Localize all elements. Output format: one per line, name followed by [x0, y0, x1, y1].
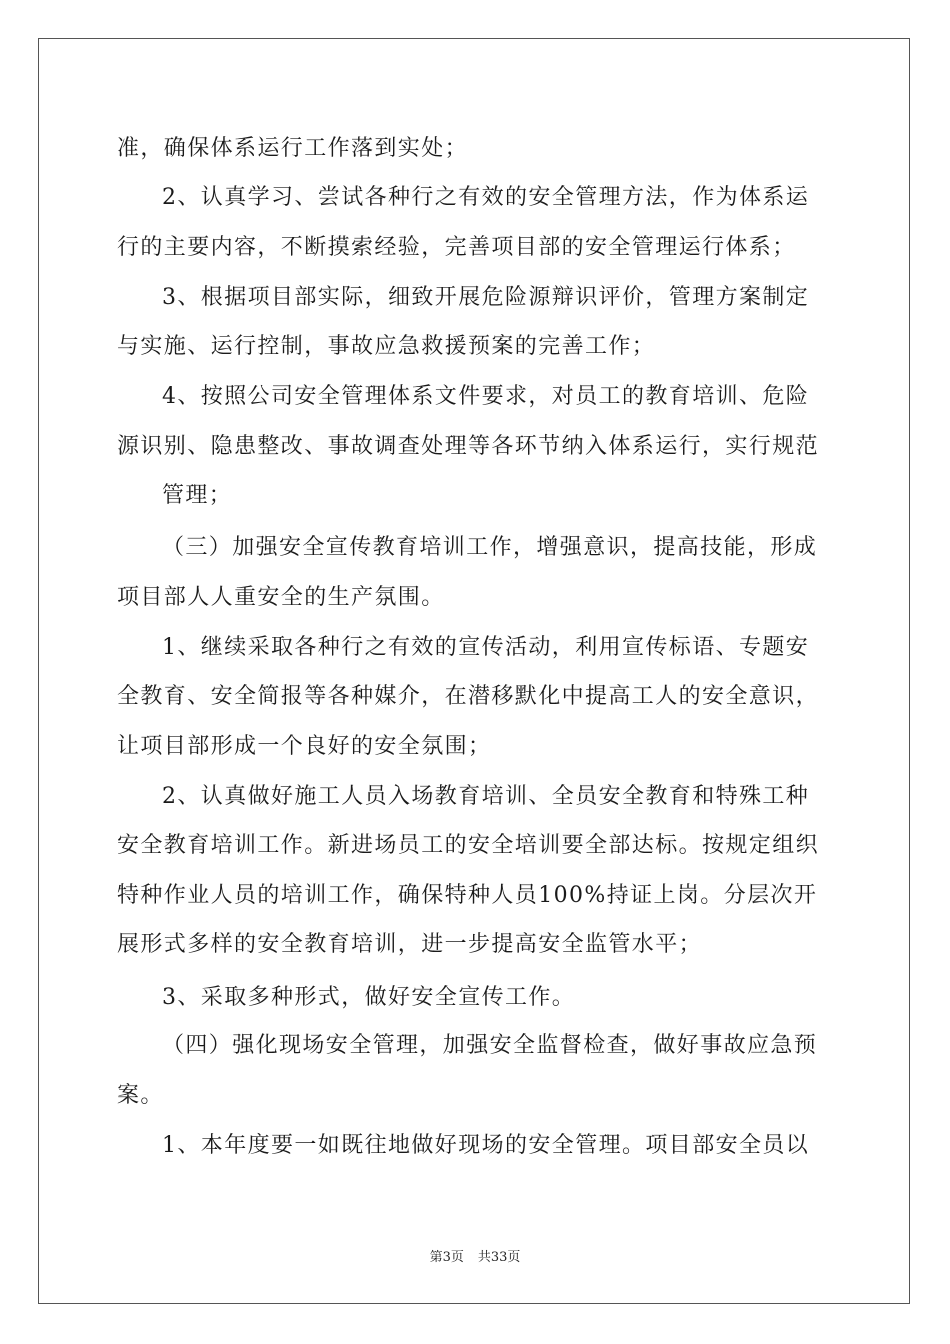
- paragraph-line: 1、继续采取各种行之有效的宣传活动，利用宣传标语、专题安: [162, 635, 810, 660]
- paragraph-line: 1、本年度要一如既往地做好现场的安全管理。项目部安全员以: [162, 1133, 810, 1158]
- section-heading: 案。: [117, 1083, 164, 1108]
- page-footer: [0, 1246, 950, 1265]
- paragraph-line: 行的主要内容，不断摸索经验，完善项目部的安全管理运行体系；: [117, 235, 796, 260]
- paragraph-line: 安全教育培训工作。新进场员工的安全培训要全部达标。按规定组织: [117, 833, 820, 858]
- paragraph-line: 管理；: [162, 483, 233, 508]
- paragraph-line: 与实施、运行控制，事故应急救援预案的完善工作；: [117, 334, 656, 359]
- page-border: [38, 38, 910, 1304]
- page-number: 第3页: [429, 1250, 464, 1265]
- paragraph-line: 全教育、安全简报等各种媒介，在潜移默化中提高工人的安全意识，: [117, 684, 820, 709]
- paragraph-line: 让项目部形成一个良好的安全氛围；: [117, 734, 492, 759]
- paragraph-line: 2、认真做好施工人员入场教育培训、全员安全教育和特殊工种: [162, 784, 810, 809]
- paragraph-line: 3、采取多种形式，做好安全宣传工作。: [162, 985, 576, 1010]
- paragraph-line: 2、认真学习、尝试各种行之有效的安全管理方法，作为体系运: [162, 185, 810, 210]
- section-heading: （四）强化现场安全管理，加强安全监督检查，做好事故应急预: [162, 1033, 818, 1058]
- paragraph-line: 源识别、隐患整改、事故调查处理等各环节纳入体系运行，实行规范: [117, 434, 820, 459]
- section-heading: 项目部人人重安全的生产氛围。: [117, 585, 445, 610]
- paragraph-line: 特种作业人员的培训工作，确保特种人员100%持证上岗。分层次开: [117, 883, 818, 908]
- paragraph-line: 3、根据项目部实际，细致开展危险源辩识评价，管理方案制定: [162, 285, 810, 310]
- section-heading: （三）加强安全宣传教育培训工作，增强意识，提高技能，形成: [162, 535, 818, 560]
- paragraph-line: 展形式多样的安全教育培训，进一步提高安全监管水平；: [117, 932, 703, 957]
- paragraph-line: 准，确保体系运行工作落到实处；: [117, 136, 469, 161]
- total-pages: 共33页: [477, 1250, 521, 1265]
- paragraph-line: 4、按照公司安全管理体系文件要求，对员工的教育培训、危险: [162, 384, 810, 409]
